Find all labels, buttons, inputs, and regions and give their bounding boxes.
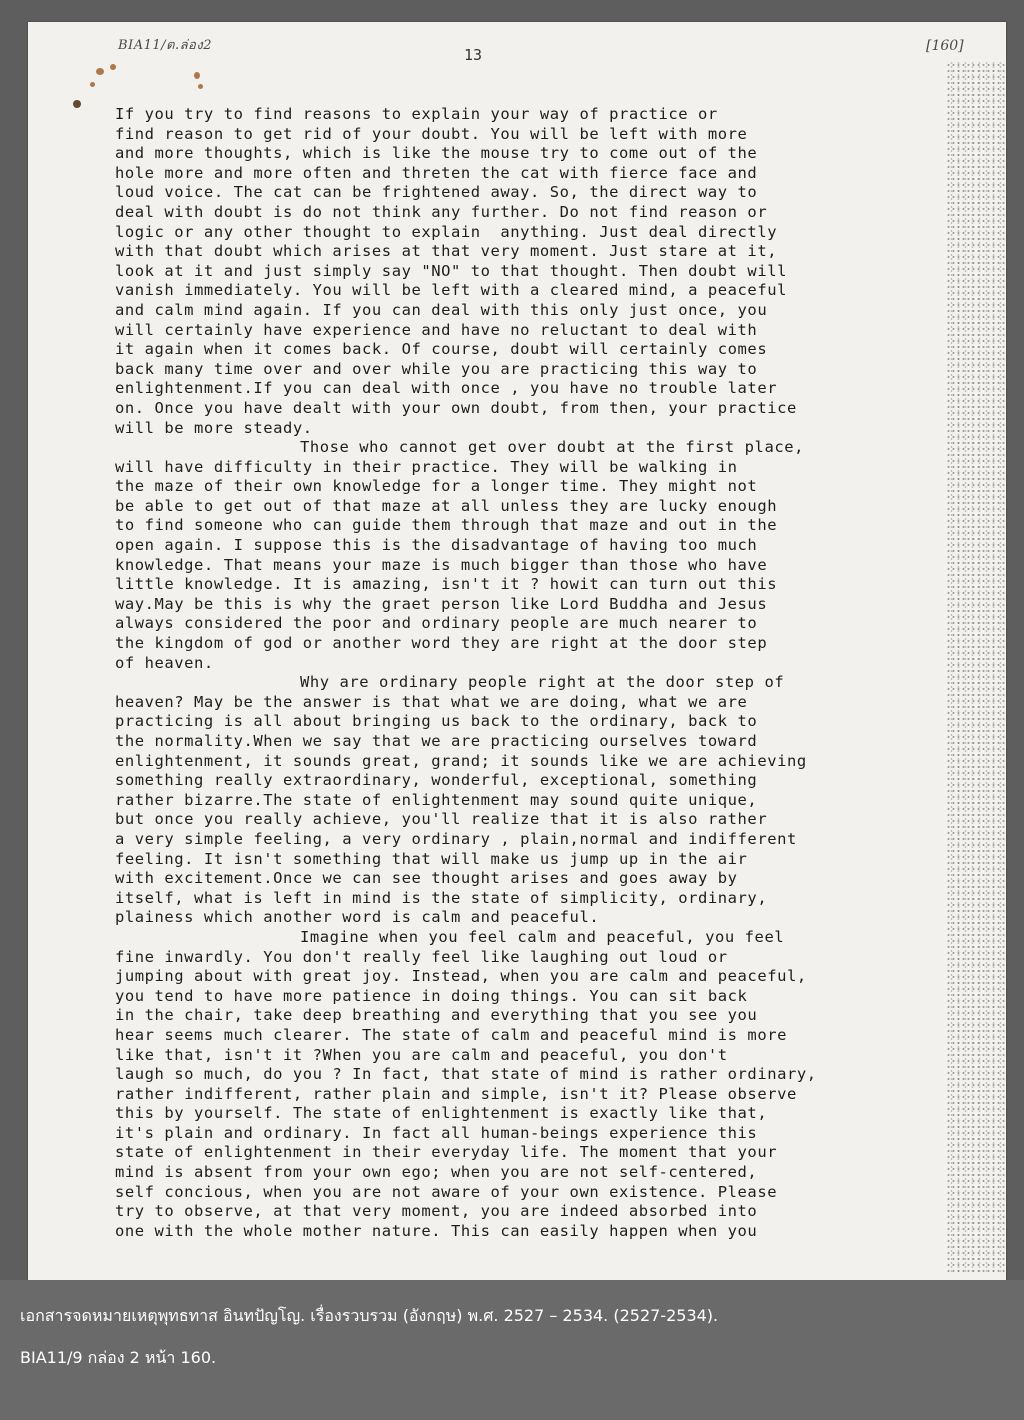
text-line: will certainly have experience and have no reluctant to deal with [115, 320, 758, 339]
rust-stain [110, 64, 116, 70]
text-line: of heaven. [115, 653, 214, 672]
text-line: rather indifferent, rather plain and simple, isn't it? Please observe [115, 1084, 797, 1103]
caption-bar [0, 1280, 1024, 1420]
text-line: little knowledge. It is amazing, isn't it ? howit can turn out this [115, 575, 778, 594]
rust-stain [198, 84, 203, 89]
text-line: open again. I suppose this is the disadvantage of having too much [115, 536, 758, 555]
text-line: rather bizarre.The state of enlightenment may sound quite unique, [115, 790, 758, 809]
scanned-page [28, 22, 1006, 1280]
text-line: If you try to find reasons to explain your way of practice or [115, 105, 718, 123]
rust-stain [90, 82, 95, 87]
text-line: feeling. It isn't something that will make us jump up in the air [115, 849, 748, 868]
text-line: but once you really achieve, you'll realize that it is also rather [115, 810, 768, 829]
text-line: back many time over and over while you are practicing this way to [115, 359, 758, 378]
text-line: Those who cannot get over doubt at the first place, [300, 438, 804, 457]
text-line: laugh so much, do you ? In fact, that state of mind is rather ordinary, [115, 1065, 817, 1084]
caption-reference: BIA11/9 กล่อง 2 หน้า 160. [20, 1348, 217, 1367]
text-line: it again when it comes back. Of course, doubt will certainly comes [115, 340, 768, 359]
text-line: deal with doubt is do not think any further. Do not find reason or [115, 202, 768, 221]
text-line: with excitement.Once we can see thought arises and goes away by [115, 869, 738, 888]
text-line: on. Once you have dealt with your own doubt, from then, your practice [115, 398, 797, 417]
text-line: be able to get out of that maze at all unless they are lucky enough [115, 496, 778, 515]
text-line: practicing is all about bringing us back to the ordinary, back to [115, 712, 758, 731]
text-line: the normality.When we say that we are practicing ourselves toward [115, 732, 758, 750]
page-number: 13 [464, 46, 483, 64]
text-line: one with the whole mother nature. This can easily happen when you [115, 1221, 758, 1240]
text-line: self concious, when you are not aware of your own existence. Please [115, 1182, 778, 1201]
text-line: find reason to get rid of your doubt. You will be left with more [115, 124, 748, 143]
text-line: you tend to have more patience in doing things. You can sit back [115, 986, 748, 1005]
text-line: jumping about with great joy. Instead, when you are calm and peaceful, [115, 967, 807, 986]
text-line: heaven? May be the answer is that what we are doing, what we are [115, 692, 748, 711]
text-line: logic or any other thought to explain anything. Just deal directly [115, 222, 778, 241]
text-line: loud voice. The cat can be frightened away. So, the direct way to [115, 183, 758, 202]
text-line: enlightenment, it sounds great, grand; it sounds like we are achieving [115, 751, 807, 770]
rust-stain [73, 100, 81, 108]
handwritten-reference: BIA11/ต.ล่อง2 [118, 38, 212, 53]
text-line: enlightenment.If you can deal with once , you have no trouble later [115, 379, 778, 398]
text-line: the maze of their own knowledge for a longer time. They might not [115, 477, 758, 496]
text-line: Why are ordinary people right at the door step of [300, 673, 785, 692]
rust-stain [194, 72, 200, 79]
text-line: knowledge. That means your maze is much bigger than those who have [115, 555, 768, 574]
text-line: to find someone who can guide them through that maze and out in the [115, 516, 778, 535]
text-line: will be more steady. [115, 418, 313, 437]
text-line: a very simple feeling, a very ordinary , plain,normal and indifferent [115, 829, 797, 848]
folio-number: [160] [926, 38, 964, 54]
text-line: hole more and more often and threten the cat with fierce face and [115, 163, 758, 182]
text-line: mind is absent from your own ego; when you are not self-centered, [115, 1163, 758, 1182]
text-line: always considered the poor and ordinary people are much nearer to [115, 614, 758, 633]
text-line: Imagine when you feel calm and peaceful, you feel [300, 927, 785, 946]
text-line: fine inwardly. You don't really feel like laughing out loud or [115, 947, 728, 966]
text-line: hear seems much clearer. The state of calm and peaceful mind is more [115, 1025, 787, 1044]
caption-title: เอกสารจดหมายเหตุพุทธทาส อินทปัญโญ. เรื่องรวบรวม (อังกฤษ) พ.ศ. 2527 – 2534. (2527-2534). [20, 1306, 719, 1325]
text-line: the kingdom of god or another word they are right at the door step [115, 634, 768, 653]
text-line: way.May be this is why the graet person like Lord Buddha and Jesus [115, 594, 768, 613]
text-line: with that doubt which arises at that very moment. Just stare at it, [115, 242, 778, 261]
text-line: this by yourself. The state of enlightenment is exactly like that, [115, 1104, 768, 1123]
text-line: and more thoughts, which is like the mouse try to come out of the [115, 144, 758, 163]
typewritten-body [115, 105, 995, 1241]
text-line: in the chair, take deep breathing and everything that you see you [115, 1006, 758, 1025]
rust-stain [96, 68, 104, 75]
text-line: look at it and just simply say "NO" to that thought. Then doubt will [115, 261, 787, 280]
text-line: like that, isn't it ?When you are calm and peaceful, you don't [115, 1045, 728, 1064]
text-line: something really extraordinary, wonderful, exceptional, something [115, 771, 758, 790]
text-line: will have difficulty in their practice. They will be walking in [115, 457, 738, 476]
text-line: state of enlightenment in their everyday life. The moment that your [115, 1143, 778, 1162]
text-line: and calm mind again. If you can deal with this only just once, you [115, 300, 768, 319]
text-line: it's plain and ordinary. In fact all human-beings experience this [115, 1123, 758, 1142]
text-line: vanish immediately. You will be left with a cleared mind, a peaceful [115, 281, 787, 300]
text-line: itself, what is left in mind is the state of simplicity, ordinary, [115, 888, 768, 907]
text-line: plainess which another word is calm and peaceful. [115, 908, 600, 927]
text-line: try to observe, at that very moment, you are indeed absorbed into [115, 1202, 758, 1221]
